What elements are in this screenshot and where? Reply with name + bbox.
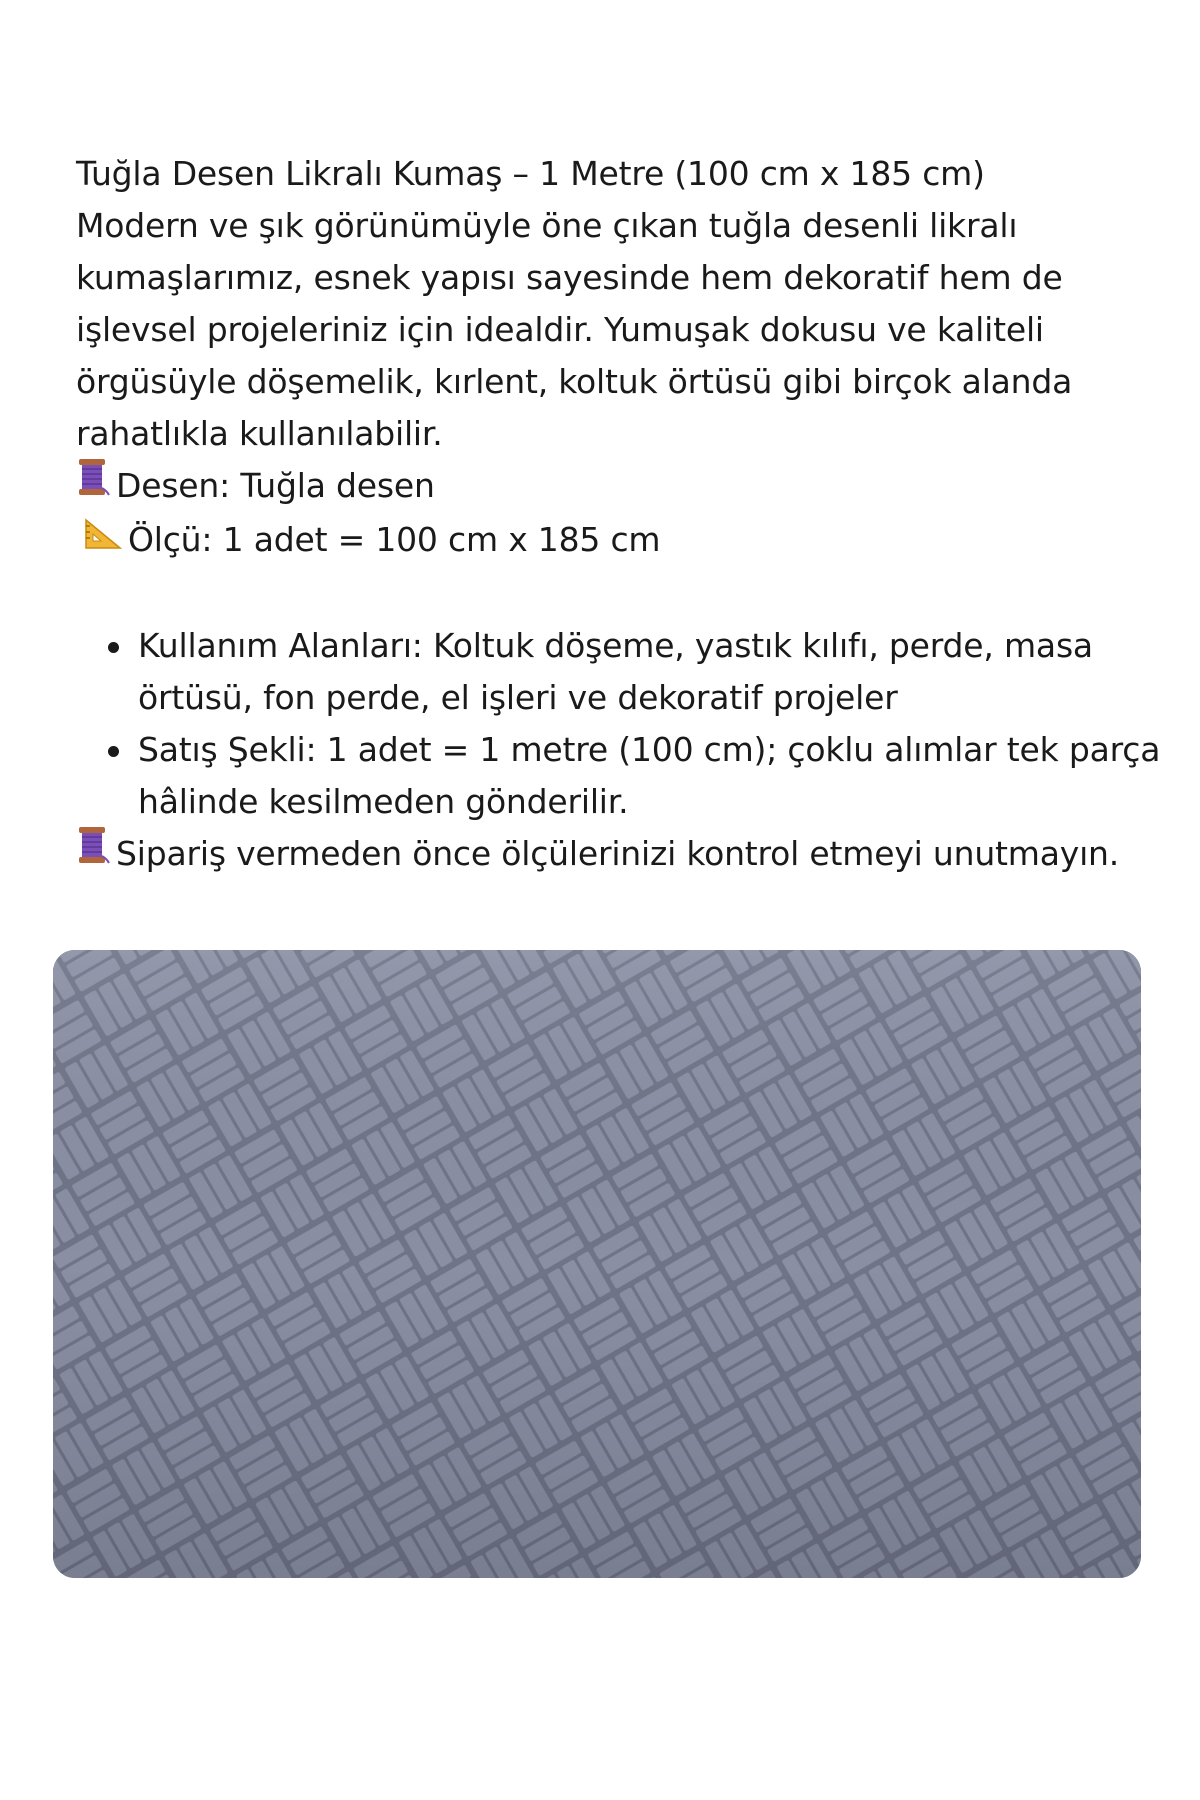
description-line: örgüsüyle döşemelik, kırlent, koltuk örtüsü gibi birçok alanda: [76, 362, 1073, 401]
usage-areas-line1: Kullanım Alanları: Koltuk döşeme, yastık kılıfı, perde, masa: [138, 625, 1093, 665]
pattern-line: Desen: Tuğla desen: [116, 466, 435, 505]
thread-spool-icon: [76, 826, 110, 879]
description-line: rahatlıkla kullanılabilir.: [76, 414, 443, 453]
description-line: Modern ve şık görünümüyle öne çıkan tuğla desenli likralı: [76, 206, 1018, 245]
sales-method-line2: hâlinde kesilmeden gönderilir.: [138, 781, 629, 821]
notice-line: Sipariş vermeden önce ölçülerinizi kontrol etmeyi unutmayın.: [116, 833, 1120, 873]
description-line: işlevsel projeleriniz için idealdir. Yumuşak dokusu ve kaliteli: [76, 310, 1044, 349]
list-item: [76, 724, 1161, 828]
paragraph-spacer: [76, 568, 1136, 620]
thread-spool-icon: [76, 458, 110, 511]
size-line-row: [76, 514, 1136, 568]
fabric-swatch-image: [53, 950, 1141, 1578]
feature-list: [76, 620, 1161, 828]
description-line: kumaşlarımız, esnek yapısı sayesinde hem dekoratif hem de: [76, 258, 1063, 297]
size-line: Ölçü: 1 adet = 100 cm x 185 cm: [128, 520, 661, 559]
usage-areas-line2: örtüsü, fon perde, el işleri ve dekoratif projeler: [138, 677, 898, 717]
sales-method-line1: Satış Şekli: 1 adet = 1 metre (100 cm); çoklu alımlar tek parça: [138, 729, 1161, 769]
product-description: [76, 148, 1161, 882]
product-title: Tuğla Desen Likralı Kumaş – 1 Metre (100 cm x 185 cm): [76, 154, 985, 193]
list-item: [76, 620, 1136, 724]
triangular-ruler-icon: [84, 513, 122, 565]
notice-line-row: [76, 828, 1136, 882]
brick-pattern-texture: [53, 950, 1141, 1578]
pattern-line-row: [76, 460, 1136, 514]
